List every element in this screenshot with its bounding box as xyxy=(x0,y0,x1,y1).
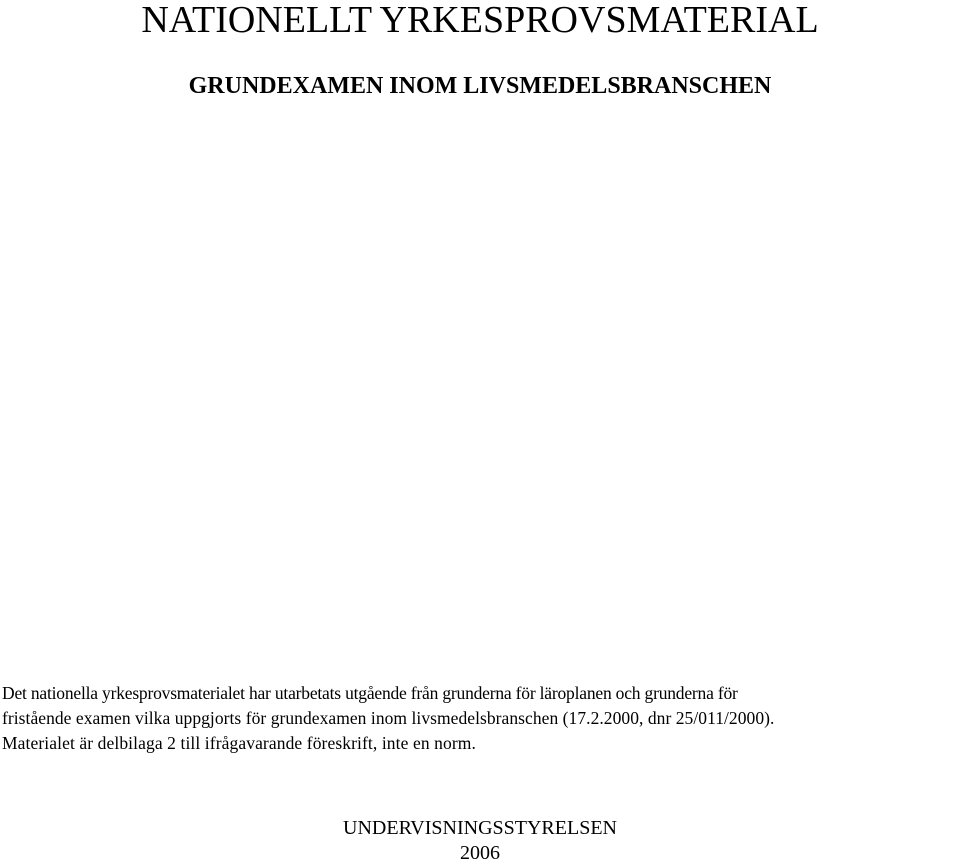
page-subtitle: GRUNDEXAMEN INOM LIVSMEDELSBRANSCHEN xyxy=(188,73,772,99)
publication-year: 2006 xyxy=(460,842,500,864)
intro-paragraph xyxy=(2,681,958,756)
publisher-name: UNDERVISNINGSSTYRELSEN xyxy=(343,817,617,839)
page-title: NATIONELLT YRKESPROVSMATERIAL xyxy=(141,0,819,41)
intro-line: fristående examen vilka uppgjorts för grundexamen inom livsmedelsbranschen (17.2.2000, dnr 25/011/2000). xyxy=(2,708,775,728)
intro-line: Materialet är delbilaga 2 till ifrågavarande föreskrift, inte en norm. xyxy=(2,733,476,753)
intro-line: Det nationella yrkesprovsmaterialet har utarbetats utgående från grunderna för läroplanen och grunderna för xyxy=(2,683,738,703)
